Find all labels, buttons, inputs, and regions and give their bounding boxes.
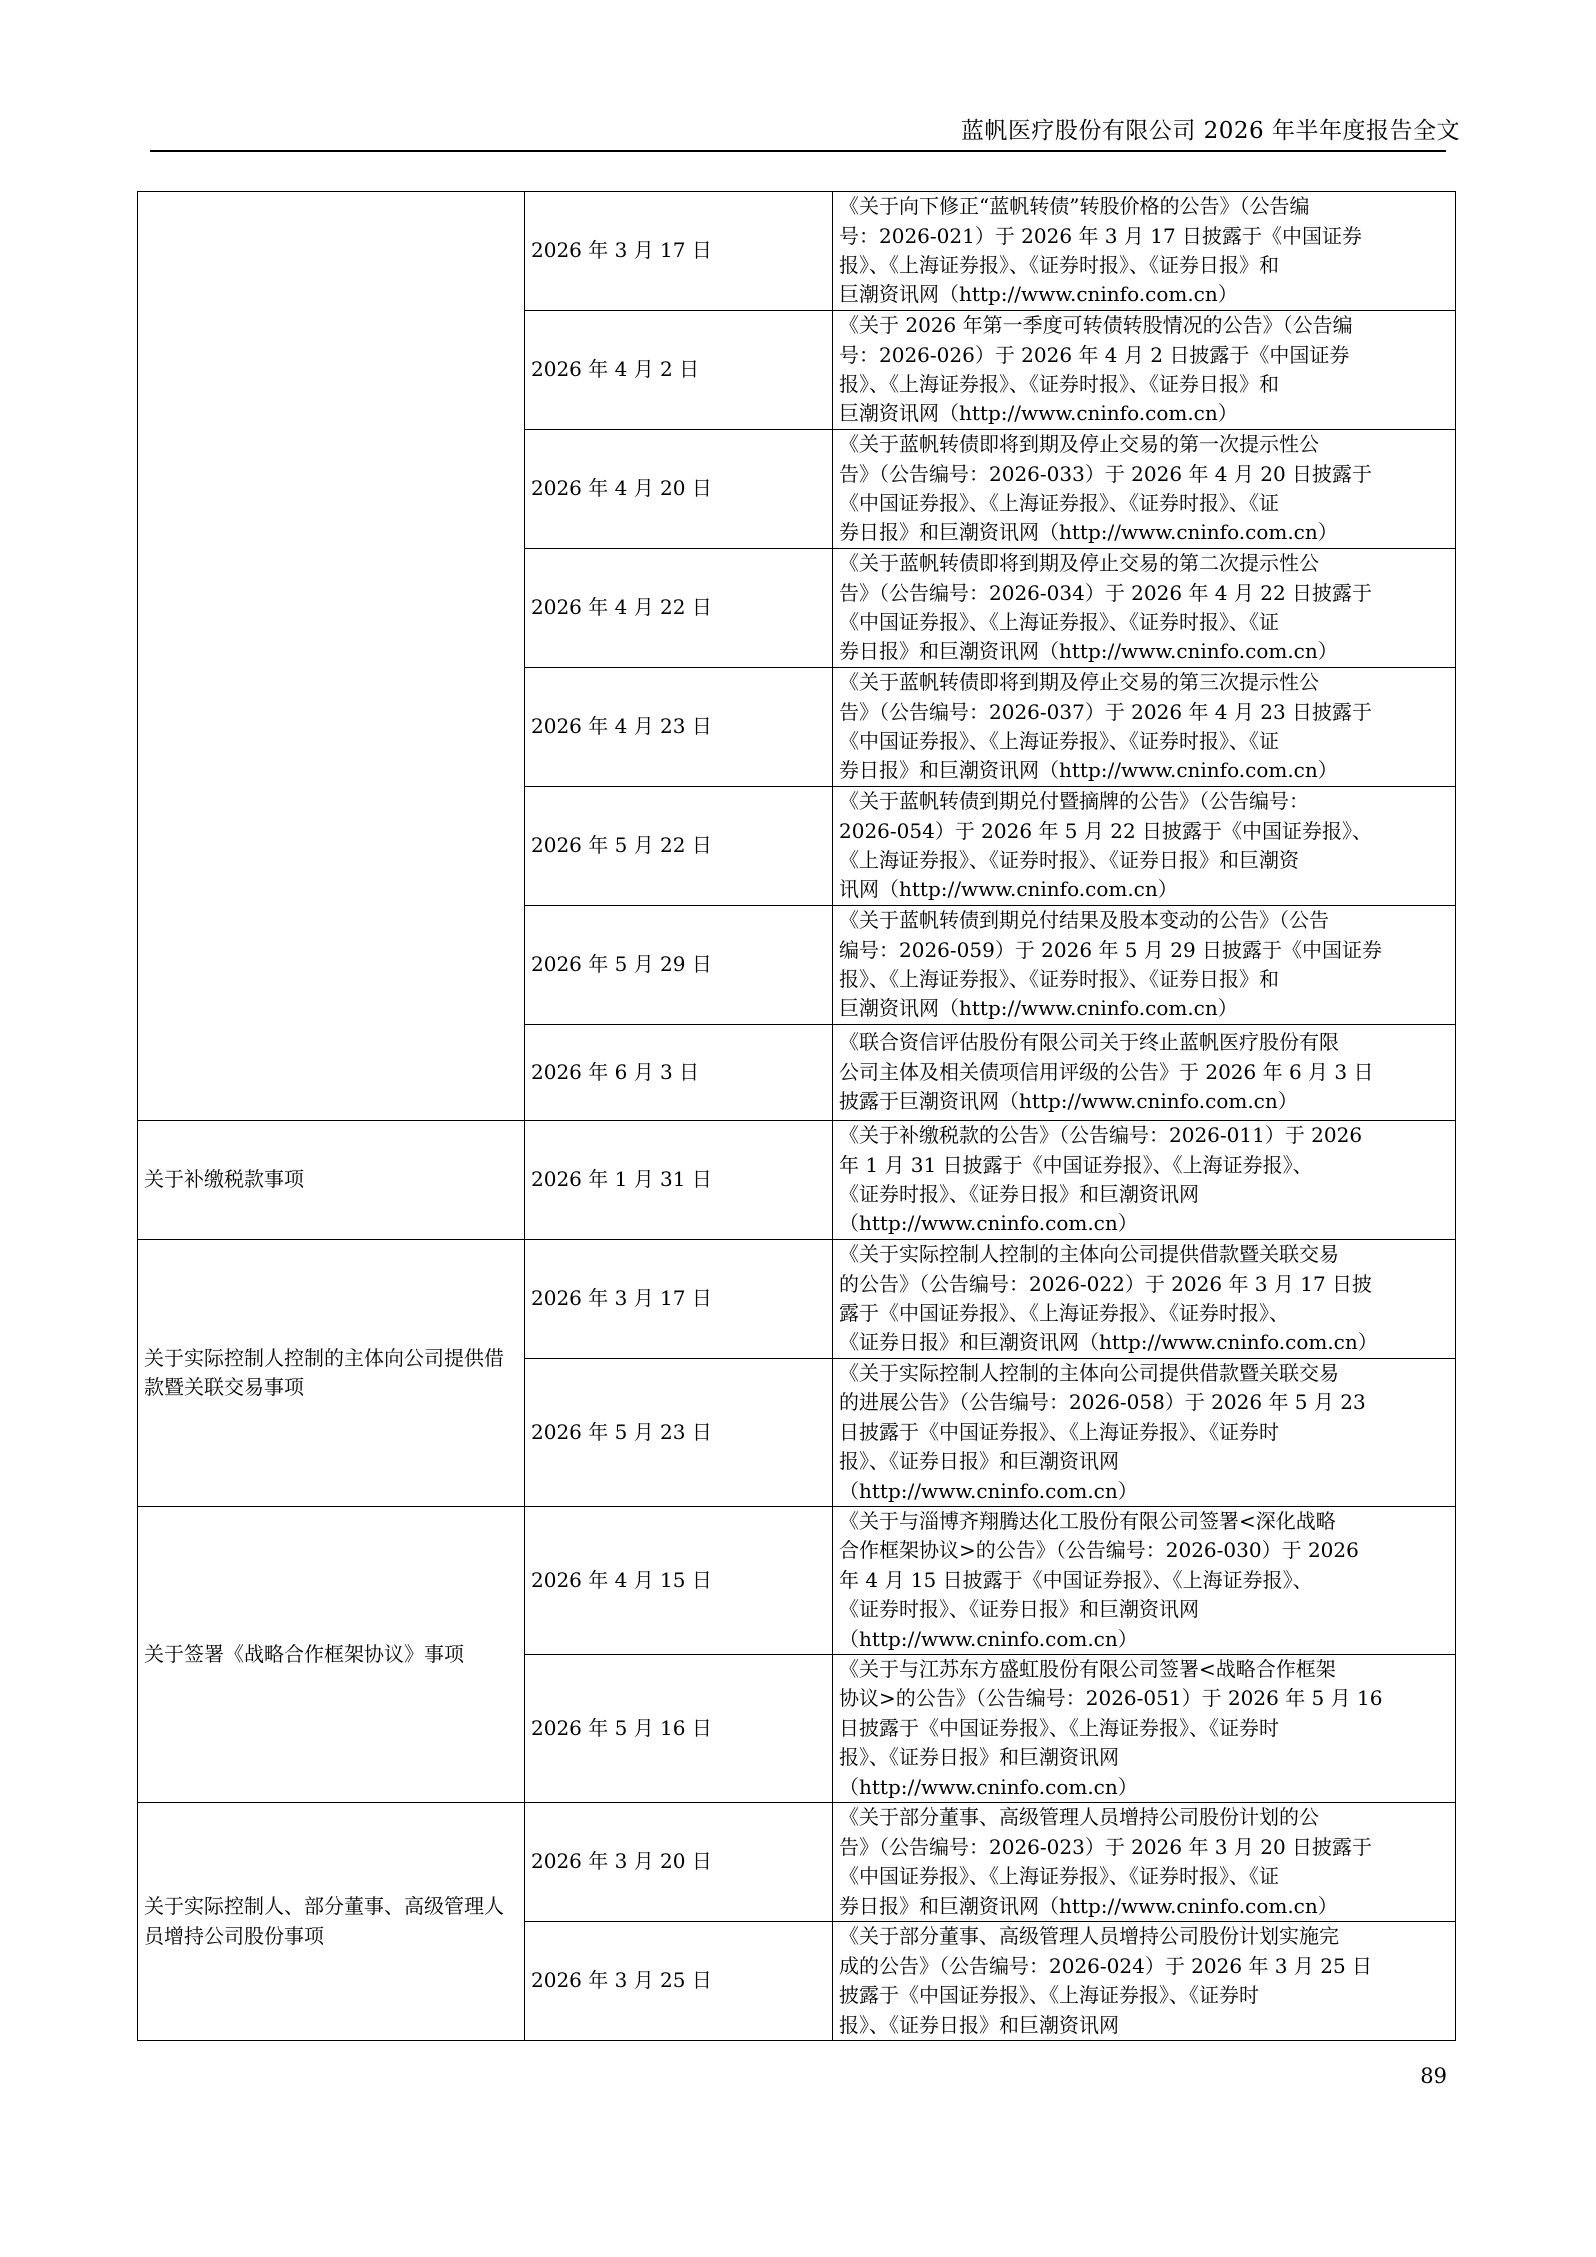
description-line: 《关于实际控制人控制的主体向公司提供借款暨关联交易 <box>839 1361 1339 1385</box>
description-line: 券日报》和巨潮资讯网（http://www.cninfo.com.cn） <box>839 639 1338 664</box>
table-row <box>138 1803 1456 1922</box>
description-line: 券日报》和巨潮资讯网（http://www.cninfo.com.cn） <box>839 758 1338 783</box>
disclosure-date-cell: 2026 年 4 月 2 日 <box>525 311 833 430</box>
description-line: 《关于部分董事、高级管理人员增持公司股份计划的公 <box>839 1805 1319 1830</box>
description-line: 报》、《上海证券报》、《证券时报》、《证券日报》和 <box>839 253 1279 277</box>
description-line: 编号：2026-059）于 2026 年 5 月 29 日披露于《中国证券 <box>839 937 1383 962</box>
description-line: 号：2026-021）于 2026 年 3 月 17 日披露于《中国证券 <box>839 223 1363 248</box>
description-line: 《证券日报》和巨潮资讯网（http://www.cninfo.com.cn） <box>839 1330 1378 1355</box>
announcement-table-body <box>138 192 1456 2041</box>
disclosure-date-cell: 2026 年 5 月 23 日 <box>525 1359 833 1507</box>
description-line: 露于《中国证券报》、《上海证券报》、《证券时报》、 <box>839 1301 1289 1325</box>
disclosure-date-cell: 2026 年 5 月 29 日 <box>525 906 833 1025</box>
matter-cell: 关于补缴税款事项 <box>138 1121 525 1240</box>
description-line: 告》（公告编号：2026-023）于 2026 年 3 月 20 日披露于 <box>839 1834 1373 1859</box>
announcement-description-cell <box>833 192 1456 311</box>
description-line: 《关于部分董事、高级管理人员增持公司股份计划实施完 <box>839 1924 1339 1949</box>
description-line: 《上海证券报》、《证券时报》、《证券日报》和巨潮资 <box>839 848 1299 872</box>
announcement-description-cell <box>833 549 1456 668</box>
announcement-description-cell <box>833 311 1456 430</box>
description-line: 《关于蓝帆转债到期兑付暨摘牌的公告》（公告编号： <box>839 789 1309 814</box>
description-line: 《关于向下修正“蓝帆转债”转股价格的公告》（公告编 <box>839 194 1310 219</box>
description-line: 巨潮资讯网（http://www.cninfo.com.cn） <box>839 282 1238 307</box>
disclosure-date-cell: 2026 年 3 月 20 日 <box>525 1803 833 1922</box>
description-line: 报》、《证券日报》和巨潮资讯网 <box>839 1449 1119 1474</box>
announcement-description-cell <box>833 1121 1456 1240</box>
disclosure-date-cell: 2026 年 5 月 16 日 <box>525 1655 833 1803</box>
description-line: 《关于 2026 年第一季度可转债转股情况的公告》（公告编 <box>839 313 1353 338</box>
announcement-description-cell <box>833 668 1456 787</box>
announcement-description-cell <box>833 1025 1456 1121</box>
description-line: 告》（公告编号：2026-033）于 2026 年 4 月 20 日披露于 <box>839 461 1373 486</box>
description-line: 巨潮资讯网（http://www.cninfo.com.cn） <box>839 401 1238 426</box>
description-line: 报》、《证券日报》和巨潮资讯网 <box>839 2012 1119 2037</box>
description-line: 《关于蓝帆转债即将到期及停止交易的第三次提示性公 <box>839 670 1319 695</box>
disclosure-date-cell: 2026 年 3 月 17 日 <box>525 192 833 311</box>
disclosure-date-cell: 2026 年 6 月 3 日 <box>525 1025 833 1121</box>
description-line: （http://www.cninfo.com.cn） <box>839 1478 1138 1503</box>
table-row <box>138 1507 1456 1655</box>
announcement-description-cell <box>833 906 1456 1025</box>
matter-cell: 关于实际控制人、部分董事、高级管理人员增持公司股份事项 <box>138 1803 525 2041</box>
table-row <box>138 1240 1456 1359</box>
description-line: 《关于蓝帆转债到期兑付结果及股本变动的公告》（公告 <box>839 908 1329 933</box>
description-line: 《中国证券报》、《上海证券报》、《证券时报》、《证 <box>839 729 1279 753</box>
announcement-table <box>137 191 1456 2041</box>
description-line: 报》、《上海证券报》、《证券时报》、《证券日报》和 <box>839 372 1279 396</box>
header-divider <box>150 150 1446 152</box>
description-line: 披露于《中国证券报》、《上海证券报》、《证券时 <box>839 1983 1259 2008</box>
disclosure-date-cell: 2026 年 4 月 20 日 <box>525 430 833 549</box>
disclosure-date-cell: 2026 年 1 月 31 日 <box>525 1121 833 1240</box>
description-line: 年 1 月 31 日披露于《中国证券报》、《上海证券报》、 <box>839 1152 1313 1177</box>
description-line: 券日报》和巨潮资讯网（http://www.cninfo.com.cn） <box>839 1893 1338 1918</box>
description-line: 告》（公告编号：2026-037）于 2026 年 4 月 23 日披露于 <box>839 699 1373 724</box>
description-line: 报》、《证券日报》和巨潮资讯网 <box>839 1745 1119 1770</box>
description-line: 日披露于《中国证券报》、《上海证券报》、《证券时 <box>839 1419 1279 1444</box>
description-line: 巨潮资讯网（http://www.cninfo.com.cn） <box>839 996 1238 1021</box>
description-line: 《证券时报》、《证券日报》和巨潮资讯网 <box>839 1182 1199 1206</box>
description-line: （http://www.cninfo.com.cn） <box>839 1774 1138 1799</box>
announcement-description-cell <box>833 1359 1456 1507</box>
description-line: 披露于巨潮资讯网（http://www.cninfo.com.cn） <box>839 1089 1298 1114</box>
description-line: 年 4 月 15 日披露于《中国证券报》、《上海证券报》、 <box>839 1567 1313 1592</box>
announcement-description-cell <box>833 1240 1456 1359</box>
description-line: 《关于蓝帆转债即将到期及停止交易的第二次提示性公 <box>839 551 1319 576</box>
description-line: 讯网（http://www.cninfo.com.cn） <box>839 877 1178 902</box>
table-row <box>138 192 1456 311</box>
description-line: 合作框架协议>的公告》（公告编号：2026-030）于 2026 <box>839 1538 1359 1563</box>
description-line: 公司主体及相关债项信用评级的公告》于 2026 年 6 月 3 日 <box>839 1059 1374 1084</box>
announcement-description-cell <box>833 1507 1456 1655</box>
matter-cell: 关于实际控制人控制的主体向公司提供借款暨关联交易事项 <box>138 1240 525 1507</box>
description-line: 《关于蓝帆转债即将到期及停止交易的第一次提示性公 <box>839 432 1319 457</box>
page-number: 89 <box>1420 2064 1447 2088</box>
report-header-title: 蓝帆医疗股份有限公司 2026 年半年度报告全文 <box>960 118 1460 144</box>
description-line: 告》（公告编号：2026-034）于 2026 年 4 月 22 日披露于 <box>839 580 1373 605</box>
announcement-description-cell <box>833 1803 1456 1922</box>
description-line: 《中国证券报》、《上海证券报》、《证券时报》、《证 <box>839 610 1279 634</box>
description-line: 《证券时报》、《证券日报》和巨潮资讯网 <box>839 1597 1199 1622</box>
description-line: 的进展公告》（公告编号：2026-058）于 2026 年 5 月 23 <box>839 1390 1366 1415</box>
disclosure-date-cell: 2026 年 3 月 17 日 <box>525 1240 833 1359</box>
description-line: 成的公告》（公告编号：2026-024）于 2026 年 3 月 25 日 <box>839 1953 1373 1978</box>
description-line: （http://www.cninfo.com.cn） <box>839 1626 1138 1651</box>
matter-cell <box>138 192 525 1121</box>
description-line: 券日报》和巨潮资讯网（http://www.cninfo.com.cn） <box>839 520 1338 545</box>
announcement-description-cell <box>833 1655 1456 1803</box>
description-line: 《关于与江苏东方盛虹股份有限公司签署<战略合作框架 <box>839 1657 1336 1682</box>
announcement-description-cell <box>833 430 1456 549</box>
description-line: （http://www.cninfo.com.cn） <box>839 1211 1138 1236</box>
matter-cell: 关于签署《战略合作框架协议》事项 <box>138 1507 525 1803</box>
description-line: 《中国证券报》、《上海证券报》、《证券时报》、《证 <box>839 491 1279 515</box>
disclosure-date-cell: 2026 年 3 月 25 日 <box>525 1922 833 2041</box>
description-line: 《关于补缴税款的公告》（公告编号：2026-011）于 2026 <box>839 1123 1363 1148</box>
disclosure-date-cell: 2026 年 4 月 15 日 <box>525 1507 833 1655</box>
description-line: 2026-054）于 2026 年 5 月 22 日披露于《中国证券报》、 <box>839 818 1373 843</box>
description-line: 《联合资信评估股份有限公司关于终止蓝帆医疗股份有限 <box>839 1030 1339 1055</box>
disclosure-date-cell: 2026 年 4 月 23 日 <box>525 668 833 787</box>
description-line: 日披露于《中国证券报》、《上海证券报》、《证券时 <box>839 1715 1279 1740</box>
disclosure-date-cell: 2026 年 5 月 22 日 <box>525 787 833 906</box>
description-line: 《关于实际控制人控制的主体向公司提供借款暨关联交易 <box>839 1242 1339 1267</box>
description-line: 的公告》（公告编号：2026-022）于 2026 年 3 月 17 日披 <box>839 1271 1373 1296</box>
description-line: 《中国证券报》、《上海证券报》、《证券时报》、《证 <box>839 1864 1279 1889</box>
table-row <box>138 1121 1456 1240</box>
description-line: 《关于与淄博齐翔腾达化工股份有限公司签署<深化战略 <box>839 1509 1336 1534</box>
description-line: 报》、《上海证券报》、《证券时报》、《证券日报》和 <box>839 967 1279 991</box>
description-line: 号：2026-026）于 2026 年 4 月 2 日披露于《中国证券 <box>839 342 1350 367</box>
disclosure-date-cell: 2026 年 4 月 22 日 <box>525 549 833 668</box>
announcement-description-cell <box>833 1922 1456 2041</box>
description-line: 协议>的公告》（公告编号：2026-051）于 2026 年 5 月 16 <box>839 1686 1383 1711</box>
announcement-description-cell <box>833 787 1456 906</box>
